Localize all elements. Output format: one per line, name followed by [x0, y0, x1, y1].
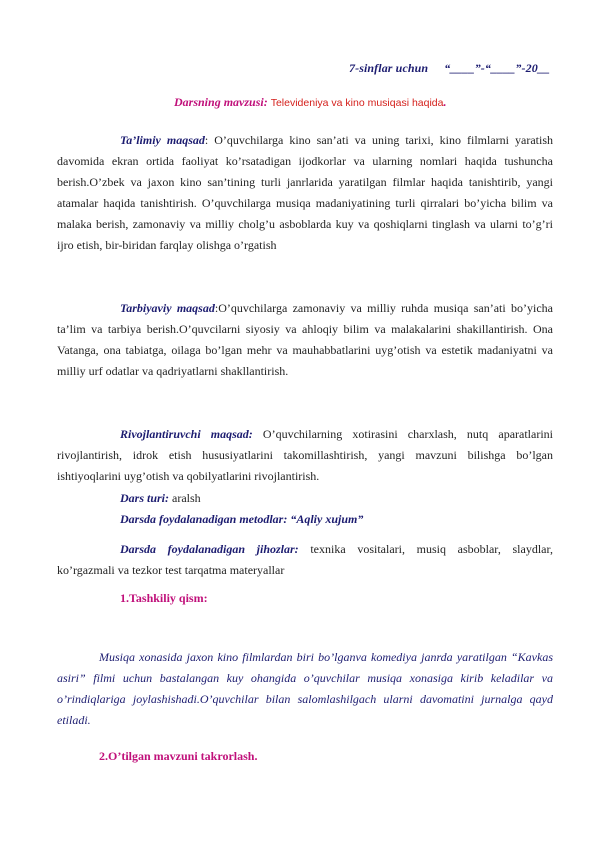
- topic-end: .: [443, 95, 447, 109]
- upbringing-goal-paragraph: [57, 298, 553, 382]
- methods-label: Darsda foydalanadigan metodlar: “Aqliy xujum”: [120, 512, 364, 526]
- methods: [120, 512, 363, 527]
- developmental-goal-paragraph: [57, 424, 553, 487]
- section-1-title: 1.Tashkiliy qism:: [120, 591, 208, 605]
- lesson-type-label: Dars turi:: [120, 491, 170, 505]
- educational-goal-text: : O’quvchilarga kino san’ati va uning tarixi, kino filmlarni yaratish davomida ekran ortida faoliyat ko’rsatadigan ijodkorlar va ularning nomlari haqida tushuncha berish.O’zbek va jaxon kino san’tining turli janrlarida yaratilgan filmlar haqida tanishtirib, yangi atamalar haqida tanishtirish. O’quvchilarga musiqa madaniyatining turli qirralari bo’yicha bilim va malaka berish, zamonaviy va milliy cholg’u asboblarda kuy va qoshiqlarni tinglash va ularni to’g’ri ijro etish, bir-biridan farqlay olishga o’rgatish: [57, 133, 553, 252]
- topic-text: Televideniya va kino musiqasi haqida: [270, 97, 444, 109]
- lesson-topic: [174, 95, 446, 110]
- lesson-type-value: aralsh: [169, 491, 201, 505]
- developmental-goal-label: Rivojlantiruvchi maqsad:: [120, 427, 253, 441]
- equipment-label: Darsda foydalanadigan jihozlar:: [120, 542, 299, 556]
- equipment-paragraph: [57, 539, 553, 581]
- developmental-goal-text: O’quvchilarning xotirasini charxlash, nutq aparatlarini rivojlantirish, idrok etish hususiyatlarini takomillashtirish, yangi mavzuni bilishga bo’lgan ishtiyoqlarini uyg’otish va qobilyatlarini rivojlantirish.: [57, 427, 553, 483]
- equipment-text: texnika vositalari, musiq asboblar, slaydlar, ko’rgazmali va tezkor test tarqatma materyallar: [57, 542, 553, 577]
- section-2-title: 2.O’tilgan mavzuni takrorlash.: [99, 749, 258, 763]
- educational-goal-label: Ta’limiy maqsad: [120, 133, 205, 147]
- lesson-header: [349, 61, 550, 76]
- lesson-type: [120, 491, 201, 506]
- intro-paragraph: Musiqa xonasida jaxon kino filmlardan biri bo’lganva komediya janrda yaratilgan “Kavkas asiri” filmi uchun bastalangan kuy ohangida o’quvchilar musiqa xonasiga kirib keladilar va o’rindiqlariga joylashishadi.O’quvchilar bilan salomlashilgach ularni davomatini jurnalga qayd etiladi.: [57, 650, 553, 727]
- grade-label: 7-sinflar uchun: [349, 61, 429, 75]
- topic-label: Darsning mavzusi:: [174, 95, 268, 109]
- educational-goal-paragraph: [57, 130, 553, 256]
- upbringing-goal-text: :O’quvchilarga zamonaviy va milliy ruhda musiqa san’ati bo’yicha ta’lim va tarbiya berish.O’quvcilarni siyosiy va ahloqiy bilim va malakalarini shakillantirish. Ona Vatanga, ona tabiatga, oilaga bo’lgan mehr va mauhabbatlarini uyg’otish va estetik madaniyatni va milliy urf odatlar va qadriyatlarni shakllantirish.: [57, 301, 553, 378]
- upbringing-goal-label: Tarbiyaviy maqsad: [120, 301, 215, 315]
- date-template: “____”-“____”-20__: [444, 61, 550, 75]
